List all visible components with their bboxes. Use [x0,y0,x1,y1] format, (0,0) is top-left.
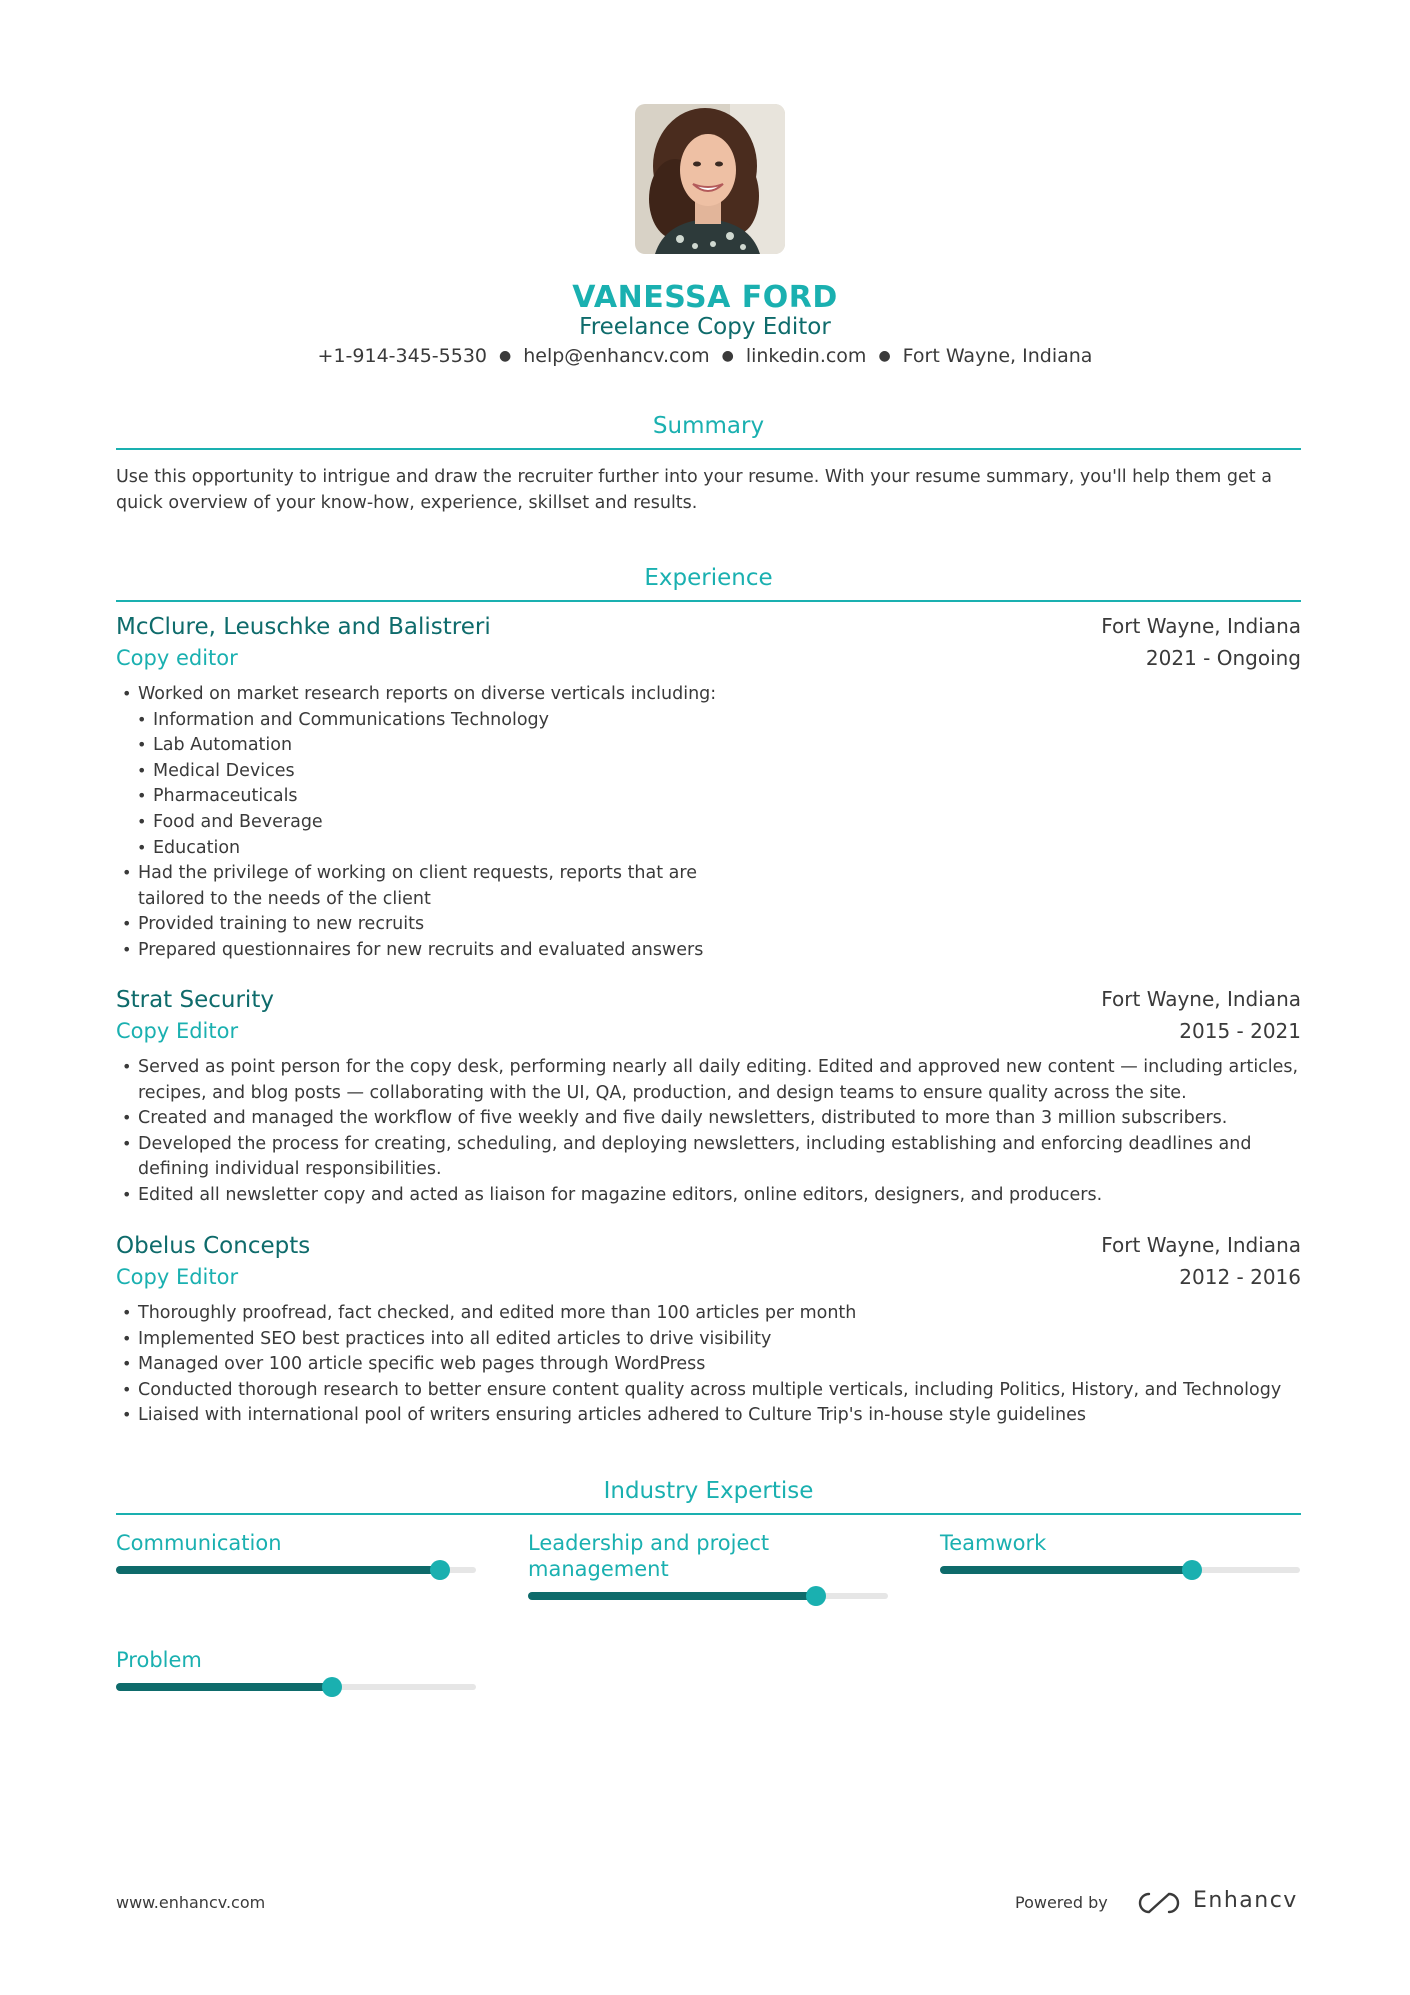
list-item: • Worked on market research reports on diverse verticals including: [116,682,1301,708]
job-bullets [116,1301,1301,1429]
enhancv-logo-icon [1135,1890,1183,1916]
company-name: Strat Security [116,987,274,1013]
company-name: McClure, Leuschke and Balistreri [116,614,491,640]
skill-bar-knob [430,1560,450,1580]
job-dates: 2012 - 2016 [1179,1265,1301,1289]
job-location: Fort Wayne, Indiana [1101,987,1301,1011]
skill-name: Leadership and project management [528,1531,770,1581]
job-dates: 2021 - Ongoing [1145,646,1301,670]
contact-phone[interactable]: +1-914-345-5530 [317,345,488,367]
skill-item [940,1530,1300,1574]
experience-heading: Experience [644,565,773,591]
list-item: • Managed over 100 article specific web pages through WordPress [116,1352,1301,1378]
list-item: • Created and managed the workflow of five weekly and five daily newsletters, distributed to more than 3 million subscribers. [116,1106,1301,1132]
separator-dot: ● [721,348,734,364]
separator-dot: ● [878,348,891,364]
skill-bar-fill [528,1592,816,1600]
list-item: • Thoroughly proofread, fact checked, and edited more than 100 articles per month [116,1301,1301,1327]
skill-bar-knob [1182,1560,1202,1580]
list-item: • Education [116,836,1301,862]
experience-entry [116,1233,1301,1429]
list-item: • Food and Beverage [116,810,1301,836]
list-item: • Served as point person for the copy desk, performing nearly all daily editing. Edited and approved new content — including articles, recipes, and blog posts — collaborating with the UI, QA, production, and design teams to ensure quality across the site. [116,1055,1301,1106]
contact-email[interactable]: help@enhancv.com [523,345,710,367]
skill-bar [116,1683,476,1691]
job-bullets [116,682,1301,964]
skill-bar [116,1566,476,1574]
skill-item [528,1530,888,1600]
list-item: • Provided training to new recruits [116,912,1301,938]
experience-entry [116,614,1301,964]
section-divider [116,600,1301,602]
profile-photo [635,104,785,254]
job-location: Fort Wayne, Indiana [1101,614,1301,638]
list-item: • Information and Communications Technology [116,708,1301,734]
skill-item [116,1647,476,1691]
list-item: • Medical Devices [116,759,1301,785]
list-item: • Lab Automation [116,733,1301,759]
section-divider [116,1513,1301,1515]
contact-line [0,345,1410,367]
company-name: Obelus Concepts [116,1233,311,1259]
skill-name: Teamwork [940,1531,1047,1555]
summary-heading: Summary [652,413,765,439]
candidate-name: VANESSA FORD [572,280,838,315]
experience-entry [116,987,1301,1209]
job-role: Copy editor [116,646,238,670]
contact-location: Fort Wayne, Indiana [902,345,1093,367]
list-item: • Edited all newsletter copy and acted as liaison for magazine editors, online editors, designers, and producers. [116,1183,1301,1209]
powered-by-label: Powered by [1015,1893,1108,1912]
list-item: • Liaised with international pool of writers ensuring articles adhered to Culture Trip's in-house style guidelines [116,1403,1301,1429]
list-item: • Developed the process for creating, scheduling, and deploying newsletters, including establishing and enforcing deadlines and defining individual responsibilities. [116,1132,1301,1183]
skill-name: Communication [116,1531,282,1555]
skill-bar-fill [116,1683,332,1691]
separator-dot: ● [499,348,512,364]
skill-bar-fill [116,1566,440,1574]
list-item: • Pharmaceuticals [116,784,1301,810]
list-item: • Implemented SEO best practices into all edited articles to drive visibility [116,1327,1301,1353]
skill-bar [940,1566,1300,1574]
job-role: Copy Editor [116,1265,239,1289]
skill-bar-knob [806,1586,826,1606]
job-role: Copy Editor [116,1019,239,1043]
skill-bar-knob [322,1677,342,1697]
footer-website-link[interactable]: www.enhancv.com [116,1893,266,1912]
skill-bar [528,1592,888,1600]
summary-text: Use this opportunity to intrigue and draw the recruiter further into your resume. With your resume summary, you'll help them get a quick overview of your know-how, experience, skillset and results. [116,467,1272,513]
section-divider [116,448,1301,450]
list-item: • Had the privilege of working on client requests, reports that are tailored to the needs of the client [116,861,708,912]
candidate-title: Freelance Copy Editor [579,314,831,340]
job-location: Fort Wayne, Indiana [1101,1233,1301,1257]
skill-item [116,1530,476,1574]
list-item: • Conducted thorough research to better ensure content quality across multiple verticals, including Politics, History, and Technology [116,1378,1301,1404]
job-dates: 2015 - 2021 [1179,1019,1301,1043]
list-item: • Prepared questionnaires for new recruits and evaluated answers [116,938,1301,964]
enhancv-logo-text: Enhancv [1193,1888,1298,1913]
skill-name: Problem [116,1648,202,1672]
contact-linkedin[interactable]: linkedin.com [745,345,867,367]
job-bullets [116,1055,1301,1209]
skill-bar-fill [940,1566,1192,1574]
expertise-heading: Industry Expertise [603,1478,814,1504]
